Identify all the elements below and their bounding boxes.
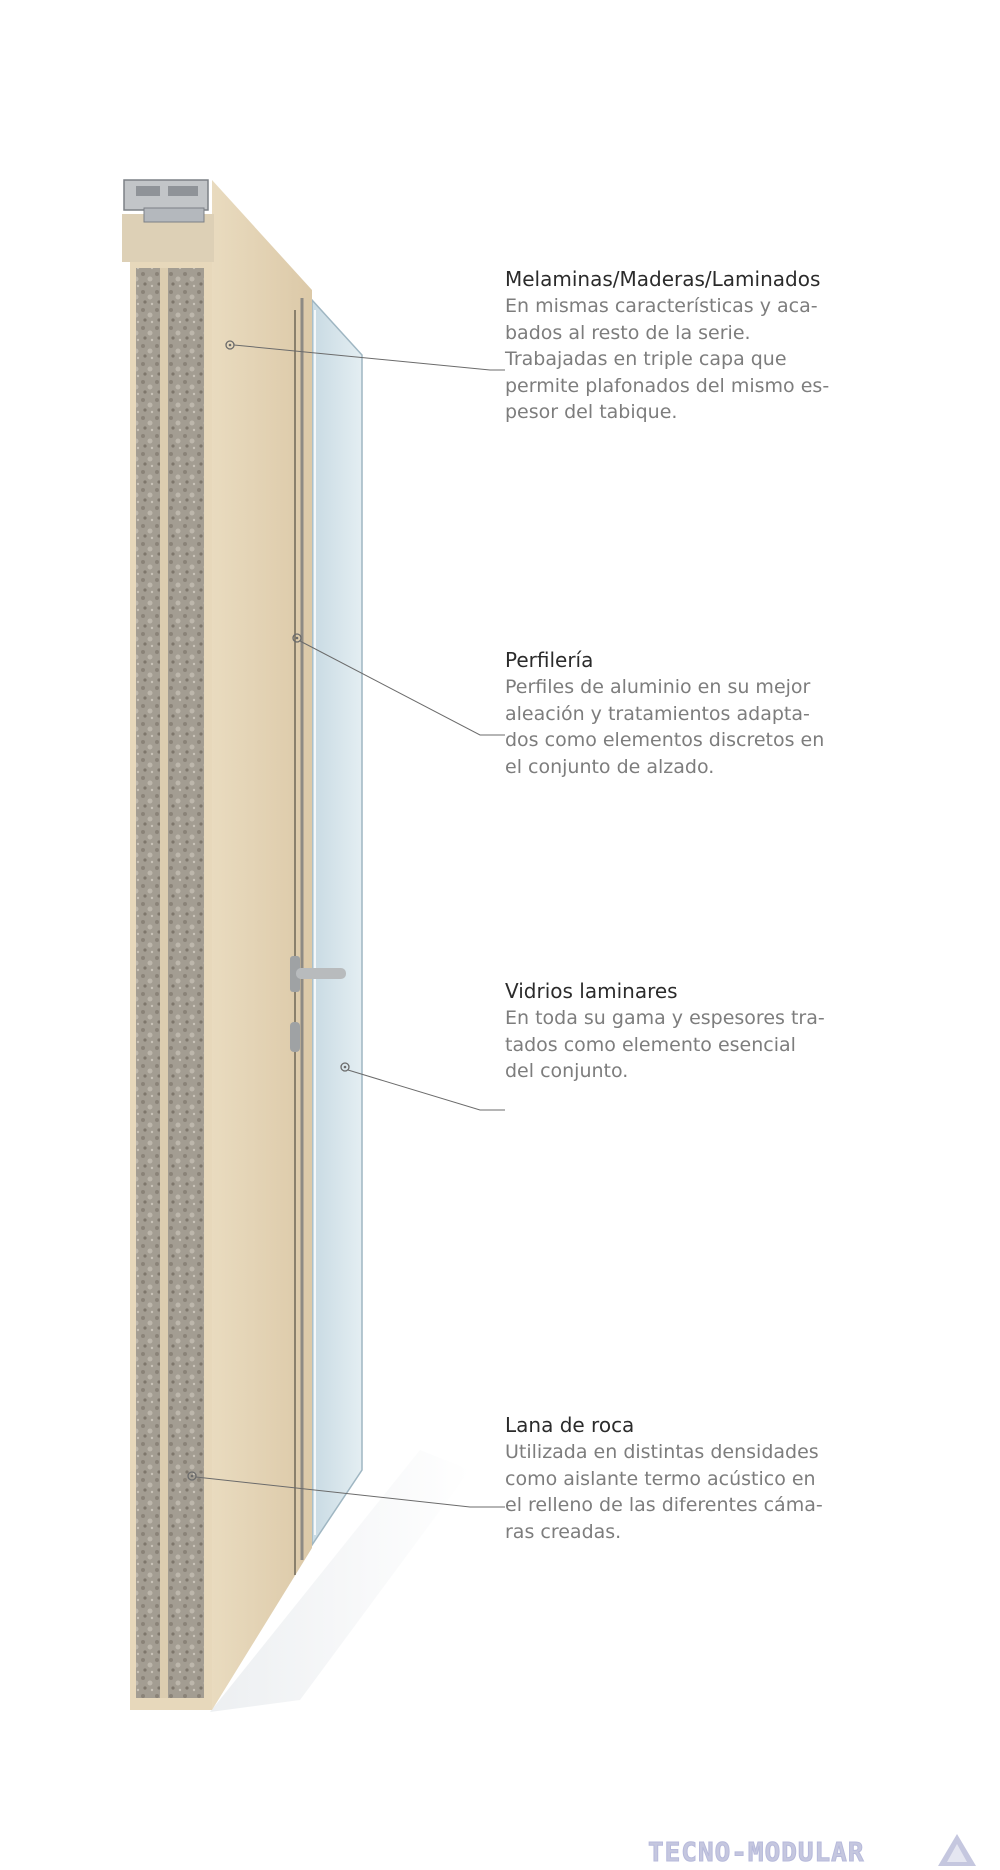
annotation-line: Perfiles de aluminio en su mejor — [505, 676, 811, 698]
annotation-title: Lana de roca — [505, 1413, 635, 1437]
annotation-line: bados al resto de la serie. — [505, 321, 751, 344]
rock-wool-cavity-1 — [136, 268, 160, 1698]
annotation-line: pesor del tabique. — [505, 401, 678, 423]
brand-triangle-icon — [936, 1832, 978, 1868]
glass-panel — [312, 300, 362, 1545]
annotation-title: Vidrios laminares — [505, 979, 678, 1003]
annotation-line: Trabajadas en triple capa que — [505, 348, 787, 370]
brand-logo-text: TECNO-MODULAR — [648, 1838, 865, 1868]
annotation-line: el conjunto de alzado. — [505, 755, 715, 778]
annotation-line: dos como elementos discretos en — [505, 729, 825, 751]
annotation-line: ras creadas. — [505, 1520, 622, 1543]
annotation-line: Utilizada en distintas densidades — [505, 1441, 819, 1463]
annotation-line: del conjunto. — [505, 1060, 629, 1082]
annotation-line: el relleno de las diferentes cáma- — [505, 1494, 823, 1516]
annotation-vidrios — [505, 978, 870, 1085]
annotation-line: aleación y tratamientos adapta- — [505, 702, 810, 725]
annotation-melaminas — [505, 266, 870, 426]
annotation-perfileria — [505, 647, 870, 780]
leader-vidrios — [341, 1063, 505, 1110]
annotation-title: Perfilería — [505, 648, 594, 672]
brand-logo — [648, 1838, 978, 1870]
annotation-line: En mismas características y aca- — [505, 295, 818, 317]
cavity-divider — [160, 268, 168, 1698]
annotation-line: permite plafonados del mismo es- — [505, 374, 830, 397]
annotation-lana-de-roca — [505, 1412, 870, 1545]
annotation-line: En toda su gama y espesores tra- — [505, 1007, 825, 1029]
rock-wool-cavity-2 — [168, 268, 204, 1698]
annotation-line: tados como elemento esencial — [505, 1033, 796, 1056]
annotation-title: Melaminas/Maderas/Laminados — [505, 267, 821, 291]
annotation-line: como aislante termo acústico en — [505, 1467, 816, 1490]
